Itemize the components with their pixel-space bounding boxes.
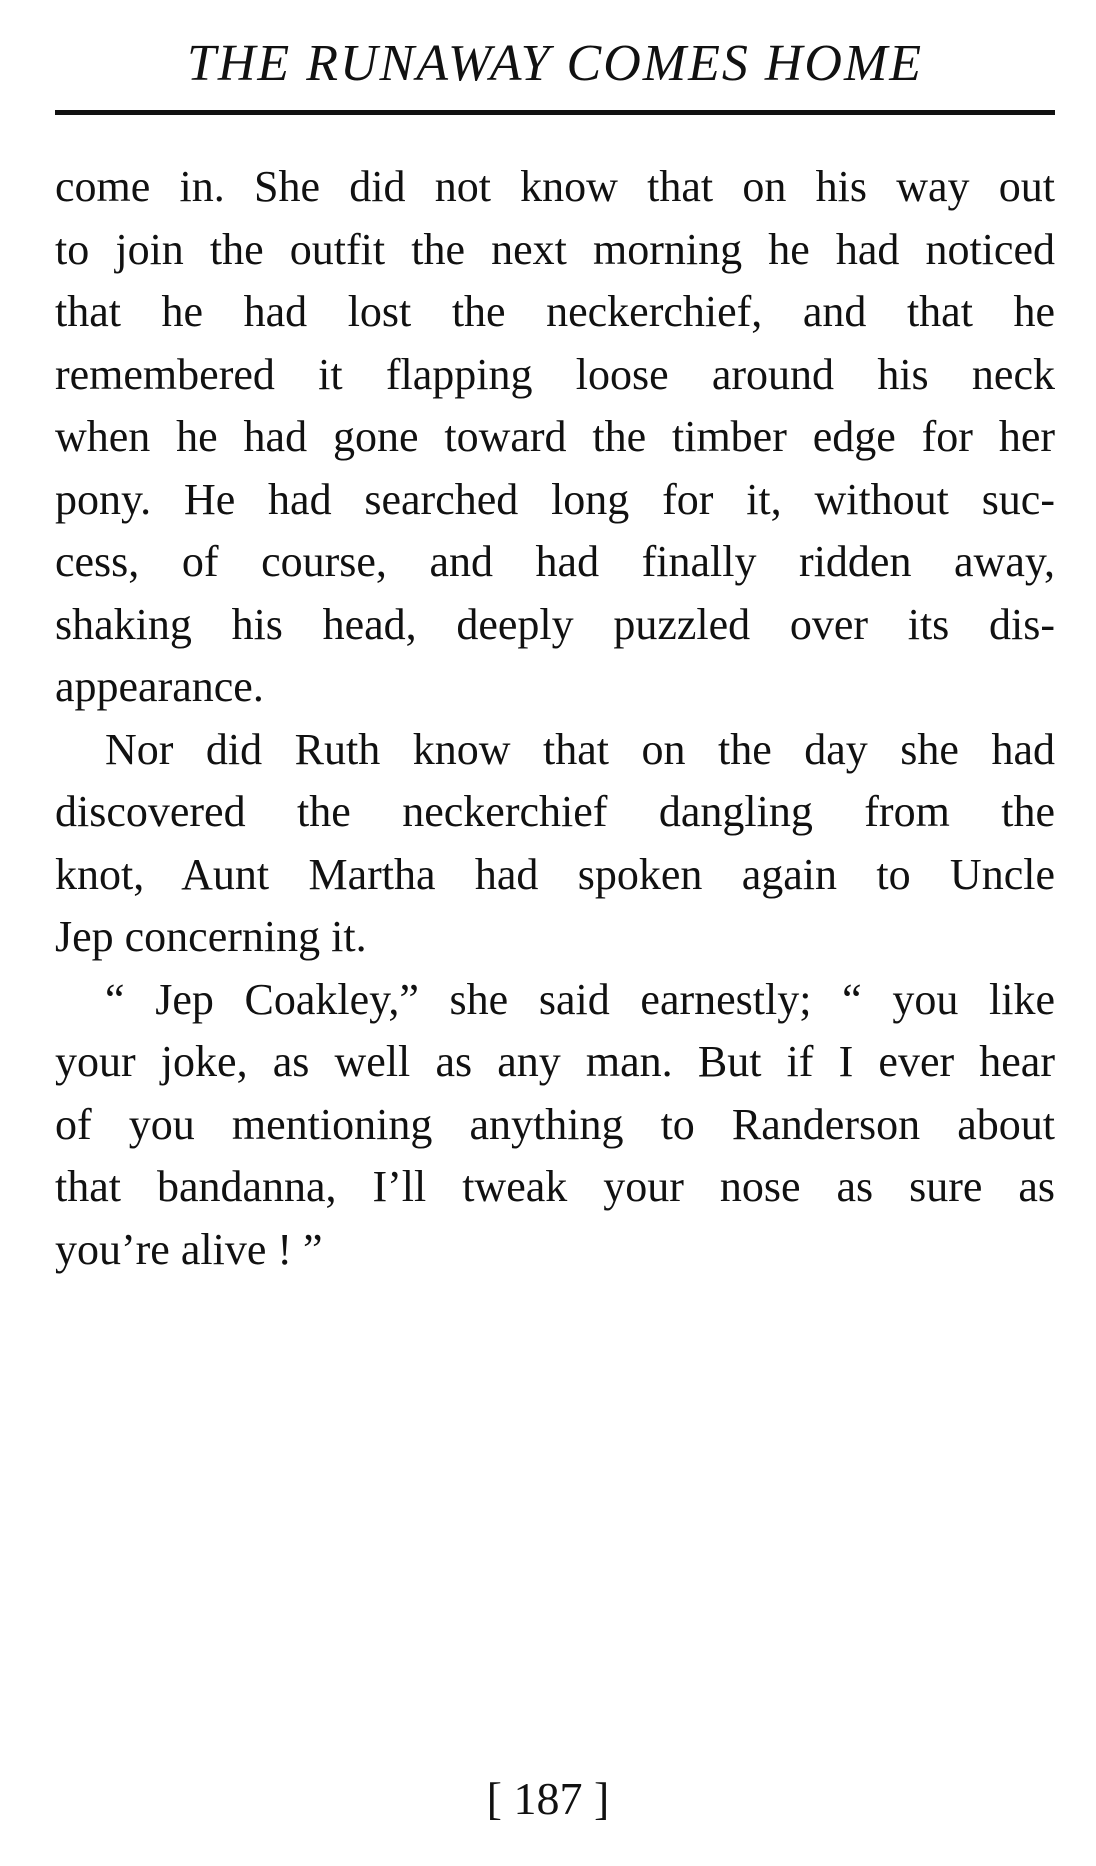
text-line: appearance. [55,662,264,711]
text-line: your joke, as well as any man. But if I ever hear [55,1037,1055,1086]
text-line: when he had gone toward the timber edge for her [55,412,1055,461]
page-number: [ 187 ] [486,1773,610,1824]
text-line: you’re alive ! ” [55,1224,323,1274]
text-line: discovered the neckerchief dangling from the [55,787,1055,836]
text-line: come in. She did not know that on his way out [55,162,1055,211]
paragraph-3 [55,969,1055,1282]
text-line: Jep concerning it. [55,912,367,961]
text-line: that bandanna, I’ll tweak your nose as sure as [55,1162,1055,1211]
running-head: THE RUNAWAY COMES HOME [186,35,924,92]
text-line: of you mentioning anything to Randerson about [55,1099,1055,1149]
paragraph-1 [55,156,1055,719]
text-line: Nor did Ruth know that on the day she had [105,724,1055,774]
text-line: shaking his head, deeply puzzled over its dis- [55,599,1055,649]
text-line: that he had lost the neckerchief, and that he [55,287,1055,336]
body-text [55,156,1055,1281]
paragraph-2 [55,719,1055,969]
text-line: “ Jep Coakley,” she said earnestly; “ you like [105,974,1055,1024]
header-rule [55,110,1055,115]
text-line: cess, of course, and had finally ridden away, [55,537,1055,586]
text-line: knot, Aunt Martha had spoken again to Uncle [55,849,1055,899]
text-line: to join the outfit the next morning he had noticed [55,224,1055,274]
text-line: remembered it flapping loose around his neck [55,349,1055,399]
text-line: pony. He had searched long for it, without suc- [55,474,1055,524]
